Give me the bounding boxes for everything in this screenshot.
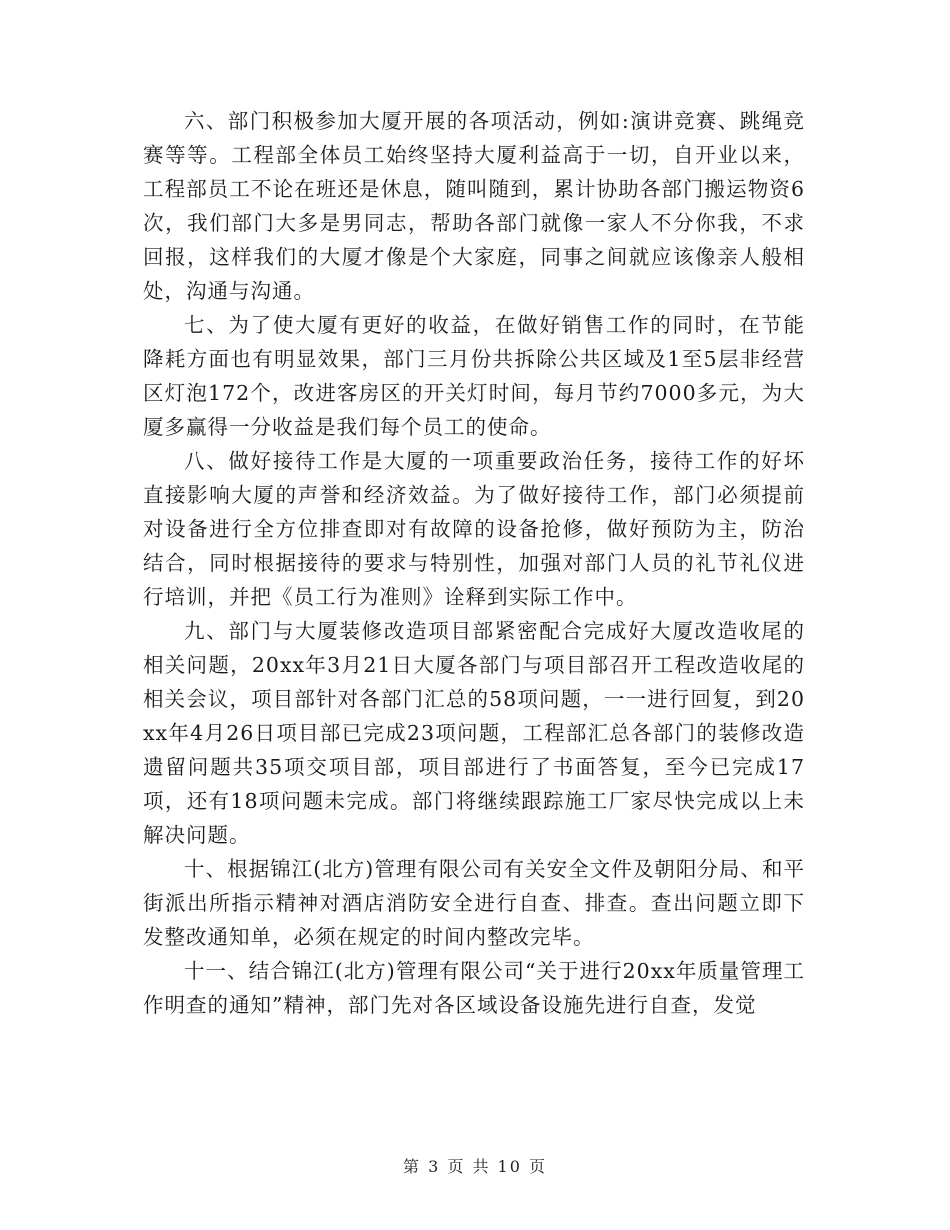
- page-footer: [0, 1154, 950, 1177]
- document-body: [143, 104, 805, 1022]
- paragraph-11: 十一、结合锦江(北方)管理有限公司“关于进行20xx年质量管理工作明查的通知”精神，部门先对各区域设备设施先进行自查，发觉: [143, 959, 805, 1017]
- paragraph-6: 六、部门积极参加大厦开展的各项活动，例如:演讲竞赛、跳绳竞赛等等。工程部全体员工始终坚持大厦利益高于一切，自开业以来，工程部员工不论在班还是休息，随叫随到，累计协助各部门搬运物资6次，我们部门大多是男同志，帮助各部门就像一家人不分你我，不求回报，这样我们的大厦才像是个大家庭，同事之间就应该像亲人般相处，沟通与沟通。: [143, 109, 805, 303]
- page-number-label: 第 3 页 共 10 页: [403, 1157, 547, 1176]
- paragraph-7: 七、为了使大厦有更好的收益，在做好销售工作的同时，在节能降耗方面也有明显效果，部门三月份共拆除公共区域及1至5层非经营区灯泡172个，改进客房区的开关灯时间，每月节约7000多元，为大厦多赢得一分收益是我们每个员工的使命。: [143, 313, 805, 439]
- paragraph-10: 十、根据锦江(北方)管理有限公司有关安全文件及朝阳分局、和平街派出所指示精神对酒店消防安全进行自查、排查。查出问题立即下发整改通知单，必须在规定的时间内整改完毕。: [143, 857, 805, 949]
- paragraph-8: 八、做好接待工作是大厦的一项重要政治任务，接待工作的好坏直接影响大厦的声誉和经济效益。为了做好接待工作，部门必须提前对设备进行全方位排查即对有故障的设备抢修，做好预防为主，防治结合，同时根据接待的要求与特别性，加强对部门人员的礼节礼仪进行培训，并把《员工行为准则》诠释到实际工作中。: [143, 449, 805, 609]
- paragraph-9: 九、部门与大厦装修改造项目部紧密配合完成好大厦改造收尾的相关问题，20xx年3月21日大厦各部门与项目部召开工程改造收尾的相关会议，项目部针对各部门汇总的58项问题，一一进行回复，到20xx年4月26日项目部已完成23项问题，工程部汇总各部门的装修改造遗留问题共35项交项目部，项目部进行了书面答复，至今已完成17项，还有18项问题未完成。部门将继续跟踪施工厂家尽快完成以上未解决问题。: [143, 619, 805, 847]
